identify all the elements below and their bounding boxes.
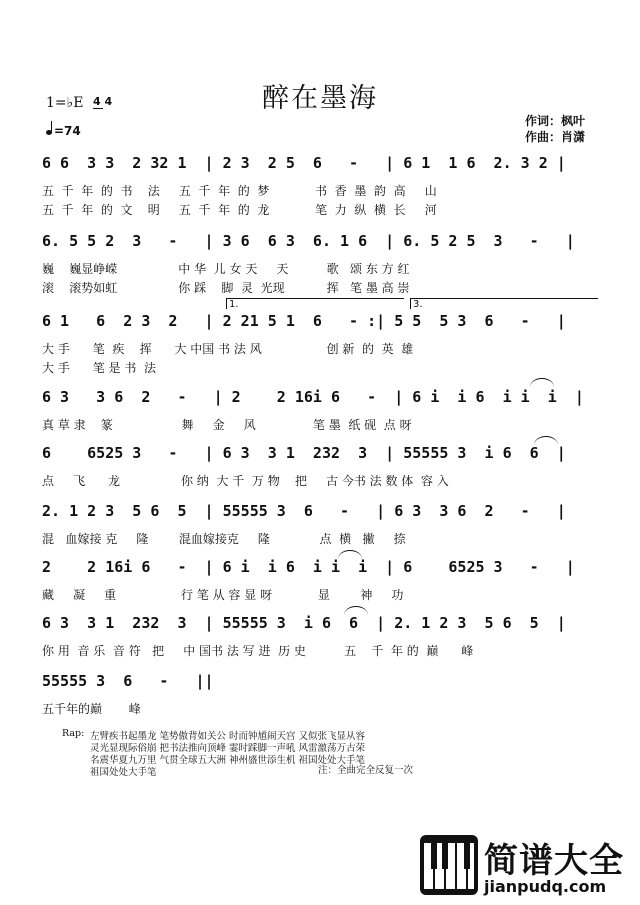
lyric-line-2: 五 千 年 的 文 明 五 千 年 的 龙 笔 力 纵 横 长 河 bbox=[42, 203, 437, 217]
lyric-line-1: 真 草 隶 篆 舞 金 风 笔 墨 纸 砚 点 呀 bbox=[42, 418, 412, 432]
lyric-line-1: 五 千 年 的 书 法 五 千 年 的 梦 书 香 墨 韵 高 山 bbox=[42, 184, 437, 198]
tempo-marking bbox=[46, 124, 81, 138]
lyric-line-1: 你 用 音 乐 音 符 把 中 国书 法 写 进 历 史 五 千 年 的 巅 峰 bbox=[42, 644, 474, 658]
rap-line-4: 祖国处处大手笔 bbox=[90, 767, 157, 778]
second-ending: 3. bbox=[410, 298, 598, 309]
lyric-line-1: 混 血嫁接 克 隆 混血嫁接克 隆 点 横 撇 捺 bbox=[42, 532, 406, 546]
score-row-1 bbox=[42, 152, 602, 222]
notes-line: 2 2 16i 6 - | 6 i i 6 i i i | 6 6525 3 - | bbox=[42, 558, 575, 576]
score-row-9 bbox=[42, 670, 602, 720]
song-title: 醉在墨海 bbox=[262, 83, 378, 114]
lyric-line-1: 五千年的巅 峰 bbox=[42, 702, 141, 716]
site-logo bbox=[420, 835, 640, 905]
score-row-6 bbox=[42, 500, 602, 550]
logo-text: 简谱大全 bbox=[484, 841, 624, 881]
tempo-value: =74 bbox=[54, 124, 81, 138]
notes-line: 6 6525 3 - | 6 3 3 1 232 3 | 55555 3 i 6 6 | bbox=[42, 444, 566, 462]
rap-label: Rap: bbox=[62, 728, 85, 739]
quarter-note-icon bbox=[46, 130, 52, 135]
score-row-3 bbox=[42, 310, 602, 380]
repeat-note: 注：全曲完全反复一次 bbox=[318, 765, 414, 776]
notes-line: 6 3 3 1 232 3 | 55555 3 i 6 6 | 2. 1 2 3 5 6 5 | bbox=[42, 614, 566, 632]
notes-line: 6 6 3 3 2 32 1 | 2 3 2 5 6 - | 6 1 1 6 2. 3 2 | bbox=[42, 154, 566, 172]
key-signature: 1=♭E bbox=[46, 95, 84, 111]
lyric-line-1: 巍 巍显峥嵘 中 华 儿 女 天 天 歌 颂 东 方 红 bbox=[42, 262, 410, 276]
meter-bottom: 4 bbox=[104, 95, 113, 108]
lyricist-credit: 作词：枫叶 bbox=[525, 114, 586, 128]
tie-mark bbox=[344, 606, 368, 615]
tie-mark bbox=[534, 436, 558, 445]
piano-icon bbox=[420, 835, 478, 895]
notes-line: 55555 3 6 - || bbox=[42, 672, 214, 690]
notes-line: 6 3 3 6 2 - | 2 2 16i 6 - | 6 i i 6 i i i | bbox=[42, 388, 584, 406]
logo-url: jianpudq.com bbox=[484, 877, 607, 896]
lyric-line-2: 滚 滚势如虹 你 踩 脚 灵 光现 挥 笔 墨 高 崇 bbox=[42, 281, 410, 295]
lyric-line-1: 点 飞 龙 你 纳 大 千 万 物 把 古 今书 法 数 体 容 入 bbox=[42, 474, 449, 488]
score-row-8 bbox=[42, 612, 602, 662]
lyric-line-1: 大 手 笔 疾 挥 大 中国 书 法 风 创 新 的 英 雄 bbox=[42, 342, 414, 356]
notes-line: 2. 1 2 3 5 6 5 | 55555 3 6 - | 6 3 3 6 2 - | bbox=[42, 502, 566, 520]
notes-line: 6 1 6 2 3 2 | 2 21 5 1 6 - :| 5 5 5 3 6 - | bbox=[42, 312, 566, 330]
score-row-5 bbox=[42, 442, 602, 492]
rap-line-3: 名震华夏九万里 气贯全球五大洲 神州盛世添生机 祖国处处大手笔 bbox=[90, 755, 366, 766]
score-row-2 bbox=[42, 230, 602, 300]
rap-line-1: 左臂疾书起墨龙 笔势傲背如关公 时而钟馗闹天宫 又似张飞显从容 bbox=[90, 731, 366, 742]
score-row-4 bbox=[42, 386, 602, 436]
tie-mark bbox=[338, 550, 362, 559]
time-signature bbox=[93, 96, 112, 108]
rap-line-2: 灵光显现际俗崩 把书法推向顶峰 霎时踩脚一声吼 风雷激荡万古荣 bbox=[90, 743, 366, 754]
lyric-line-2: 大 手 笔 是 书 法 bbox=[42, 361, 156, 375]
first-ending: 1. bbox=[226, 298, 404, 309]
lyric-line-1: 藏 凝 重 行 笔 从 容 显 呀 显 神 功 bbox=[42, 588, 404, 602]
meter-top: 4 bbox=[93, 95, 101, 108]
composer-credit: 作曲：肖潇 bbox=[525, 130, 586, 144]
score-row-7 bbox=[42, 556, 602, 606]
notes-line: 6. 5 5 2 3 - | 3 6 6 3 6. 1 6 | 6. 5 2 5 3 - | bbox=[42, 232, 575, 250]
